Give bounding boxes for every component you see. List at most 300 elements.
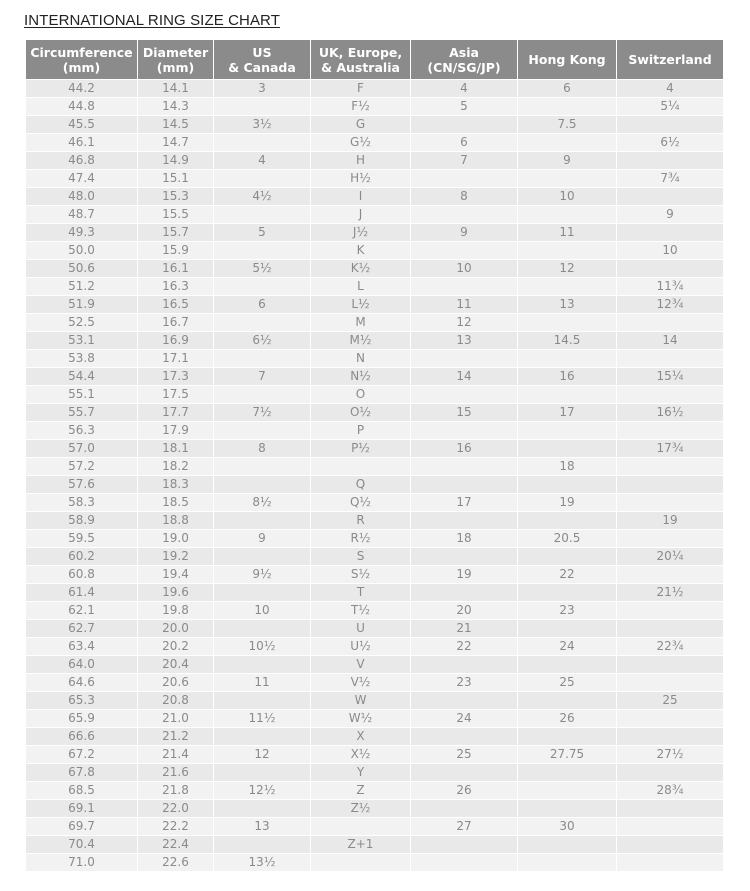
- cell-hong-kong: 7.5: [518, 116, 617, 134]
- cell-circumference: 53.1: [26, 332, 138, 350]
- cell-diameter: 21.2: [138, 728, 214, 746]
- cell-circumference: 45.5: [26, 116, 138, 134]
- cell-hong-kong: [518, 170, 617, 188]
- cell-asia: 10: [411, 260, 518, 278]
- cell-us-canada: [214, 584, 311, 602]
- cell-uk-europe-australia: G½: [311, 134, 411, 152]
- cell-circumference: 63.4: [26, 638, 138, 656]
- cell-switzerland: 6½: [617, 134, 724, 152]
- table-row: [26, 566, 724, 584]
- cell-circumference: 61.4: [26, 584, 138, 602]
- cell-switzerland: [617, 494, 724, 512]
- cell-asia: 8: [411, 188, 518, 206]
- cell-us-canada: 4½: [214, 188, 311, 206]
- cell-hong-kong: [518, 386, 617, 404]
- cell-hong-kong: 19: [518, 494, 617, 512]
- column-header-line2: & Canada: [228, 59, 296, 75]
- cell-switzerland: [617, 530, 724, 548]
- cell-circumference: 64.6: [26, 674, 138, 692]
- cell-circumference: 46.8: [26, 152, 138, 170]
- cell-us-canada: [214, 728, 311, 746]
- cell-switzerland: [617, 422, 724, 440]
- cell-uk-europe-australia: J: [311, 206, 411, 224]
- cell-asia: [411, 116, 518, 134]
- cell-us-canada: 5½: [214, 260, 311, 278]
- cell-switzerland: 15¼: [617, 368, 724, 386]
- cell-asia: [411, 278, 518, 296]
- cell-asia: [411, 854, 518, 872]
- column-header-uk-europe-australia: [311, 40, 411, 80]
- cell-asia: 22: [411, 638, 518, 656]
- cell-switzerland: [617, 224, 724, 242]
- table-row: [26, 98, 724, 116]
- cell-uk-europe-australia: H: [311, 152, 411, 170]
- cell-diameter: 20.4: [138, 656, 214, 674]
- table-row: [26, 170, 724, 188]
- cell-hong-kong: [518, 134, 617, 152]
- cell-uk-europe-australia: H½: [311, 170, 411, 188]
- cell-asia: [411, 656, 518, 674]
- cell-diameter: 21.4: [138, 746, 214, 764]
- cell-hong-kong: 13: [518, 296, 617, 314]
- cell-uk-europe-australia: Z½: [311, 800, 411, 818]
- cell-diameter: 18.1: [138, 440, 214, 458]
- cell-us-canada: [214, 548, 311, 566]
- cell-hong-kong: 6: [518, 80, 617, 98]
- cell-diameter: 20.2: [138, 638, 214, 656]
- cell-hong-kong: 24: [518, 638, 617, 656]
- cell-circumference: 65.3: [26, 692, 138, 710]
- table-row: [26, 116, 724, 134]
- ring-size-table: [25, 39, 724, 872]
- cell-uk-europe-australia: O: [311, 386, 411, 404]
- cell-asia: 18: [411, 530, 518, 548]
- cell-hong-kong: [518, 584, 617, 602]
- cell-switzerland: 14: [617, 332, 724, 350]
- cell-diameter: 17.7: [138, 404, 214, 422]
- table-row: [26, 458, 724, 476]
- table-row: [26, 296, 724, 314]
- cell-circumference: 67.8: [26, 764, 138, 782]
- table-row: [26, 818, 724, 836]
- column-header-us-canada: [214, 40, 311, 80]
- cell-us-canada: [214, 800, 311, 818]
- cell-switzerland: [617, 818, 724, 836]
- cell-switzerland: [617, 710, 724, 728]
- cell-uk-europe-australia: Q: [311, 476, 411, 494]
- column-header-switzerland: [617, 40, 724, 80]
- cell-circumference: 50.0: [26, 242, 138, 260]
- cell-uk-europe-australia: Q½: [311, 494, 411, 512]
- cell-circumference: 66.6: [26, 728, 138, 746]
- column-header-line1: Asia: [449, 44, 479, 60]
- cell-switzerland: [617, 188, 724, 206]
- cell-circumference: 51.9: [26, 296, 138, 314]
- cell-us-canada: 10: [214, 602, 311, 620]
- cell-circumference: 57.6: [26, 476, 138, 494]
- column-header-line1: Hong Kong: [528, 52, 606, 67]
- column-header-line2: & Australia: [321, 59, 400, 75]
- cell-hong-kong: 17: [518, 404, 617, 422]
- cell-diameter: 21.8: [138, 782, 214, 800]
- cell-hong-kong: 25: [518, 674, 617, 692]
- cell-diameter: 18.2: [138, 458, 214, 476]
- cell-uk-europe-australia: Z+1: [311, 836, 411, 854]
- cell-us-canada: 5: [214, 224, 311, 242]
- cell-asia: 15: [411, 404, 518, 422]
- cell-diameter: 16.9: [138, 332, 214, 350]
- cell-uk-europe-australia: F½: [311, 98, 411, 116]
- cell-hong-kong: [518, 278, 617, 296]
- cell-diameter: 14.3: [138, 98, 214, 116]
- cell-uk-europe-australia: L: [311, 278, 411, 296]
- cell-circumference: 60.2: [26, 548, 138, 566]
- cell-switzerland: [617, 350, 724, 368]
- cell-hong-kong: [518, 440, 617, 458]
- table-row: [26, 512, 724, 530]
- cell-hong-kong: 11: [518, 224, 617, 242]
- cell-hong-kong: 16: [518, 368, 617, 386]
- cell-switzerland: [617, 314, 724, 332]
- table-row: [26, 440, 724, 458]
- cell-uk-europe-australia: O½: [311, 404, 411, 422]
- cell-switzerland: [617, 620, 724, 638]
- cell-asia: [411, 728, 518, 746]
- column-header-line2: (mm): [62, 59, 101, 75]
- cell-hong-kong: [518, 836, 617, 854]
- cell-hong-kong: [518, 854, 617, 872]
- cell-circumference: 69.1: [26, 800, 138, 818]
- column-header-line2: (CN/SG/JP): [427, 59, 501, 75]
- cell-us-canada: [214, 98, 311, 116]
- cell-hong-kong: 22: [518, 566, 617, 584]
- cell-diameter: 18.8: [138, 512, 214, 530]
- cell-switzerland: 16½: [617, 404, 724, 422]
- cell-asia: 9: [411, 224, 518, 242]
- column-header-line1: Switzerland: [628, 52, 712, 67]
- cell-circumference: 60.8: [26, 566, 138, 584]
- cell-us-canada: 9½: [214, 566, 311, 584]
- cell-uk-europe-australia: T½: [311, 602, 411, 620]
- cell-switzerland: [617, 764, 724, 782]
- cell-us-canada: [214, 422, 311, 440]
- cell-hong-kong: [518, 98, 617, 116]
- table-row: [26, 530, 724, 548]
- cell-asia: 4: [411, 80, 518, 98]
- table-row: [26, 386, 724, 404]
- cell-hong-kong: [518, 764, 617, 782]
- cell-uk-europe-australia: V: [311, 656, 411, 674]
- cell-switzerland: 4: [617, 80, 724, 98]
- cell-us-canada: [214, 278, 311, 296]
- cell-us-canada: [214, 512, 311, 530]
- cell-uk-europe-australia: S½: [311, 566, 411, 584]
- cell-diameter: 20.0: [138, 620, 214, 638]
- table-row: [26, 656, 724, 674]
- table-row: [26, 728, 724, 746]
- table-row: [26, 422, 724, 440]
- table-row: [26, 548, 724, 566]
- table-row: [26, 278, 724, 296]
- cell-diameter: 22.2: [138, 818, 214, 836]
- cell-uk-europe-australia: [311, 818, 411, 836]
- cell-switzerland: [617, 458, 724, 476]
- cell-switzerland: 22¾: [617, 638, 724, 656]
- cell-switzerland: 11¾: [617, 278, 724, 296]
- cell-circumference: 46.1: [26, 134, 138, 152]
- cell-us-canada: [214, 206, 311, 224]
- cell-circumference: 57.2: [26, 458, 138, 476]
- cell-circumference: 54.4: [26, 368, 138, 386]
- table-row: [26, 80, 724, 98]
- cell-diameter: 14.1: [138, 80, 214, 98]
- cell-us-canada: 7½: [214, 404, 311, 422]
- cell-switzerland: 19: [617, 512, 724, 530]
- table-row: [26, 638, 724, 656]
- cell-diameter: 15.1: [138, 170, 214, 188]
- cell-asia: 23: [411, 674, 518, 692]
- cell-us-canada: 3: [214, 80, 311, 98]
- cell-uk-europe-australia: F: [311, 80, 411, 98]
- cell-us-canada: 10½: [214, 638, 311, 656]
- table-row: [26, 854, 724, 872]
- cell-us-canada: 11½: [214, 710, 311, 728]
- cell-hong-kong: [518, 512, 617, 530]
- cell-us-canada: 13½: [214, 854, 311, 872]
- cell-uk-europe-australia: M½: [311, 332, 411, 350]
- cell-hong-kong: 23: [518, 602, 617, 620]
- column-header-hong-kong: [518, 40, 617, 80]
- cell-hong-kong: [518, 314, 617, 332]
- cell-uk-europe-australia: I: [311, 188, 411, 206]
- cell-circumference: 55.1: [26, 386, 138, 404]
- cell-switzerland: [617, 566, 724, 584]
- cell-hong-kong: [518, 728, 617, 746]
- cell-diameter: 22.4: [138, 836, 214, 854]
- cell-diameter: 14.9: [138, 152, 214, 170]
- cell-diameter: 19.0: [138, 530, 214, 548]
- cell-circumference: 50.6: [26, 260, 138, 278]
- cell-us-canada: [214, 458, 311, 476]
- cell-diameter: 17.9: [138, 422, 214, 440]
- table-row: [26, 314, 724, 332]
- cell-diameter: 16.7: [138, 314, 214, 332]
- cell-asia: [411, 764, 518, 782]
- table-row: [26, 782, 724, 800]
- cell-hong-kong: [518, 548, 617, 566]
- cell-hong-kong: 14.5: [518, 332, 617, 350]
- cell-switzerland: 25: [617, 692, 724, 710]
- cell-switzerland: 27½: [617, 746, 724, 764]
- cell-hong-kong: 26: [518, 710, 617, 728]
- cell-us-canada: [214, 386, 311, 404]
- cell-circumference: 67.2: [26, 746, 138, 764]
- cell-asia: [411, 422, 518, 440]
- cell-uk-europe-australia: N: [311, 350, 411, 368]
- cell-us-canada: 7: [214, 368, 311, 386]
- cell-circumference: 56.3: [26, 422, 138, 440]
- cell-diameter: 22.6: [138, 854, 214, 872]
- cell-asia: 19: [411, 566, 518, 584]
- cell-hong-kong: 27.75: [518, 746, 617, 764]
- cell-us-canada: 8½: [214, 494, 311, 512]
- cell-asia: 26: [411, 782, 518, 800]
- cell-asia: [411, 512, 518, 530]
- cell-asia: [411, 548, 518, 566]
- cell-asia: 11: [411, 296, 518, 314]
- cell-diameter: 16.1: [138, 260, 214, 278]
- cell-switzerland: [617, 656, 724, 674]
- cell-diameter: 15.3: [138, 188, 214, 206]
- column-header-line1: Circumference: [30, 44, 133, 60]
- cell-circumference: 59.5: [26, 530, 138, 548]
- cell-us-canada: [214, 764, 311, 782]
- cell-uk-europe-australia: R: [311, 512, 411, 530]
- cell-uk-europe-australia: P: [311, 422, 411, 440]
- cell-hong-kong: 18: [518, 458, 617, 476]
- table-row: [26, 188, 724, 206]
- table-row: [26, 602, 724, 620]
- cell-uk-europe-australia: M: [311, 314, 411, 332]
- cell-asia: [411, 836, 518, 854]
- cell-us-canada: 4: [214, 152, 311, 170]
- cell-uk-europe-australia: S: [311, 548, 411, 566]
- cell-hong-kong: 10: [518, 188, 617, 206]
- cell-asia: 14: [411, 368, 518, 386]
- cell-hong-kong: [518, 782, 617, 800]
- cell-hong-kong: [518, 476, 617, 494]
- cell-diameter: 14.5: [138, 116, 214, 134]
- cell-hong-kong: 12: [518, 260, 617, 278]
- table-row: [26, 368, 724, 386]
- cell-circumference: 70.4: [26, 836, 138, 854]
- table-row: [26, 476, 724, 494]
- cell-circumference: 57.0: [26, 440, 138, 458]
- cell-circumference: 52.5: [26, 314, 138, 332]
- table-row: [26, 134, 724, 152]
- cell-circumference: 65.9: [26, 710, 138, 728]
- table-row: [26, 620, 724, 638]
- cell-asia: [411, 350, 518, 368]
- cell-circumference: 68.5: [26, 782, 138, 800]
- cell-us-canada: [214, 350, 311, 368]
- cell-uk-europe-australia: K½: [311, 260, 411, 278]
- cell-circumference: 62.7: [26, 620, 138, 638]
- cell-uk-europe-australia: X: [311, 728, 411, 746]
- cell-uk-europe-australia: U: [311, 620, 411, 638]
- table-row: [26, 242, 724, 260]
- cell-diameter: 16.5: [138, 296, 214, 314]
- cell-diameter: 20.8: [138, 692, 214, 710]
- table-row: [26, 674, 724, 692]
- cell-switzerland: 9: [617, 206, 724, 224]
- cell-asia: [411, 692, 518, 710]
- cell-diameter: 22.0: [138, 800, 214, 818]
- cell-hong-kong: [518, 422, 617, 440]
- cell-hong-kong: [518, 242, 617, 260]
- cell-uk-europe-australia: V½: [311, 674, 411, 692]
- cell-asia: 13: [411, 332, 518, 350]
- cell-hong-kong: 20.5: [518, 530, 617, 548]
- cell-us-canada: [214, 656, 311, 674]
- cell-asia: 12: [411, 314, 518, 332]
- table-row: [26, 206, 724, 224]
- cell-switzerland: [617, 836, 724, 854]
- cell-us-canada: 6½: [214, 332, 311, 350]
- cell-diameter: 18.5: [138, 494, 214, 512]
- cell-switzerland: 28¾: [617, 782, 724, 800]
- cell-diameter: 16.3: [138, 278, 214, 296]
- cell-us-canada: [214, 836, 311, 854]
- cell-asia: 25: [411, 746, 518, 764]
- column-header-line2: (mm): [156, 59, 195, 75]
- cell-diameter: 15.7: [138, 224, 214, 242]
- cell-asia: [411, 476, 518, 494]
- cell-hong-kong: 9: [518, 152, 617, 170]
- table-row: [26, 692, 724, 710]
- table-row: [26, 710, 724, 728]
- cell-diameter: 17.3: [138, 368, 214, 386]
- cell-us-canada: [214, 242, 311, 260]
- cell-circumference: 44.8: [26, 98, 138, 116]
- cell-asia: 16: [411, 440, 518, 458]
- cell-uk-europe-australia: W: [311, 692, 411, 710]
- cell-uk-europe-australia: P½: [311, 440, 411, 458]
- table-row: [26, 332, 724, 350]
- cell-uk-europe-australia: G: [311, 116, 411, 134]
- cell-switzerland: [617, 386, 724, 404]
- column-header-line1: UK, Europe,: [318, 44, 403, 60]
- cell-uk-europe-australia: W½: [311, 710, 411, 728]
- cell-asia: [411, 386, 518, 404]
- cell-circumference: 71.0: [26, 854, 138, 872]
- table-row: [26, 836, 724, 854]
- cell-switzerland: 5¼: [617, 98, 724, 116]
- cell-switzerland: 17¾: [617, 440, 724, 458]
- cell-diameter: 19.2: [138, 548, 214, 566]
- cell-us-canada: [214, 476, 311, 494]
- cell-asia: [411, 206, 518, 224]
- cell-circumference: 48.7: [26, 206, 138, 224]
- cell-asia: 6: [411, 134, 518, 152]
- table-row: [26, 404, 724, 422]
- cell-diameter: 19.6: [138, 584, 214, 602]
- cell-switzerland: 7¾: [617, 170, 724, 188]
- column-header-line1: Diameter: [142, 44, 209, 60]
- cell-uk-europe-australia: X½: [311, 746, 411, 764]
- cell-uk-europe-australia: Y: [311, 764, 411, 782]
- cell-switzerland: 21½: [617, 584, 724, 602]
- column-header-diameter: [138, 40, 214, 80]
- cell-switzerland: 20¼: [617, 548, 724, 566]
- cell-asia: 20: [411, 602, 518, 620]
- cell-uk-europe-australia: Z: [311, 782, 411, 800]
- cell-us-canada: [214, 170, 311, 188]
- table-row: [26, 224, 724, 242]
- cell-us-canada: [214, 314, 311, 332]
- page-title: INTERNATIONAL RING SIZE CHART: [24, 12, 280, 29]
- cell-us-canada: [214, 620, 311, 638]
- cell-circumference: 44.2: [26, 80, 138, 98]
- cell-diameter: 17.1: [138, 350, 214, 368]
- cell-switzerland: [617, 674, 724, 692]
- cell-diameter: 19.4: [138, 566, 214, 584]
- cell-uk-europe-australia: R½: [311, 530, 411, 548]
- cell-uk-europe-australia: J½: [311, 224, 411, 242]
- cell-asia: 27: [411, 818, 518, 836]
- cell-us-canada: 8: [214, 440, 311, 458]
- cell-asia: [411, 800, 518, 818]
